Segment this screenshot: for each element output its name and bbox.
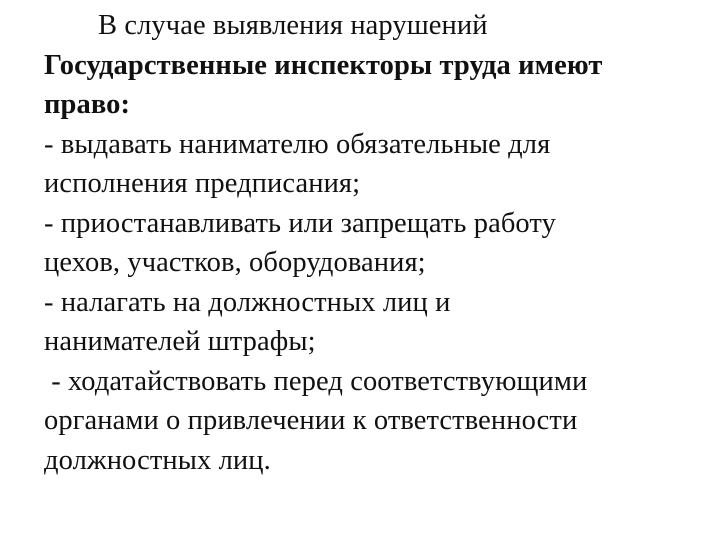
item-2-line-1: - приостанавливать или запрещать работу <box>44 207 556 239</box>
item-3-line-1: - налагать на должностных лиц и <box>44 286 451 318</box>
item-4-line-3: должностных лиц. <box>44 444 271 476</box>
item-2-line-2: цехов, участков, оборудования; <box>44 247 426 278</box>
slide-text <box>44 6 694 480</box>
item-3-line-2: нанимателей штрафы; <box>44 326 316 357</box>
item-4-line-2: органами о привлечении к ответственности <box>44 405 578 436</box>
item-1-line-1: - выдавать нанимателю обязательные для <box>44 128 551 160</box>
intro-line-1: В случае выявления нарушений <box>98 10 488 41</box>
item-4-line-1: - ходатайствовать перед соответствующими <box>44 365 588 397</box>
intro-line-2: Государственные инспекторы труда имеют <box>44 49 603 81</box>
intro-line-3: право: <box>44 89 131 120</box>
item-1-line-2: исполнения предписания; <box>44 168 361 199</box>
